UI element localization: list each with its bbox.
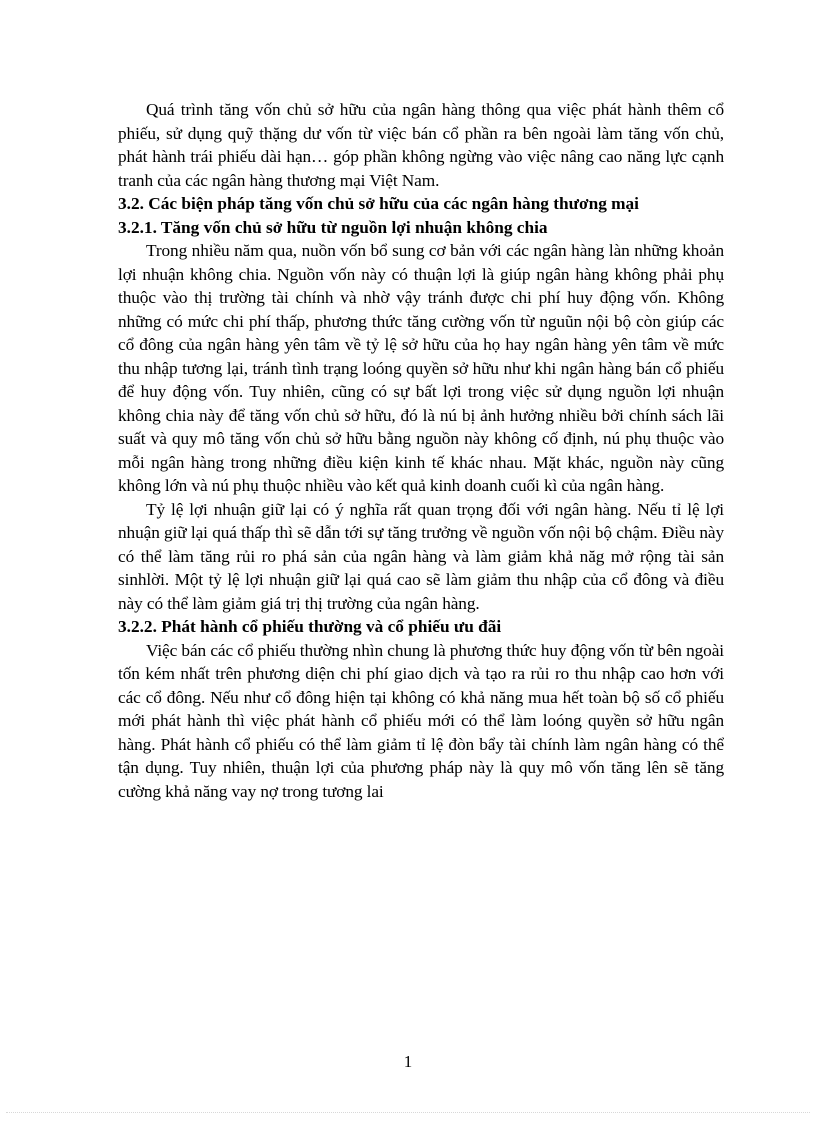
paragraph-retained-earnings-1: Trong nhiều năm qua, nuồn vốn bổ sung cơ bản với các ngân hàng làn những khoản lợi nhuận không chia. Nguồn vốn này có thuận lợi là giúp ngân hàng không phải phụ thuộc vào thị trường tài chính và nhờ vậy tránh được chi phí huy động vốn. Không những có mức chi phí thấp, phương thức tăng cường vốn từ nguũn nội bộ còn giúp các cổ đông của ngân hàng yên tâm về tỷ lệ sở hữu của họ hay ngân hàng yên tâm về mức thu nhập tương lại, tránh tình trạng loóng quyền sở hữu như khi ngân hàng bán cổ phiếu để huy động vốn. Tuy nhiên, cũng có sự bất lợi trong việc sử dụng nguồn lợi nhuận không chia này để tăng vốn chủ sở hữu, đó là nú bị ảnh hưởng nhiều bởi chính sách lãi suất và quy mô tăng vốn chủ sở hữu bằng nguồn này không cố định, nú phụ thuộc vào mỗi ngân hàng trong những điều kiện kinh tế khác nhau. Mặt khác, nguồn này cũng không lớn và nú phụ thuộc nhiều vào kết quả kinh doanh cuối kì của ngân hàng.: [118, 241, 724, 495]
page-number: 1: [403, 1052, 413, 1071]
heading-section-3-2-2: 3.2.2. Phát hành cổ phiếu thường và cổ phiếu ưu đãi: [118, 617, 502, 636]
paragraph-common-shares: Việc bán các cổ phiếu thường nhìn chung là phương thức huy động vốn từ bên ngoài tốn kém nhất trên phương diện chi phí giao dịch và tạo ra rủi ro thu nhập cao hơn với các cổ đông. Nếu như cổ đông hiện tại không có khả năng mua hết toàn bộ số cổ phiếu mới phát hành thì việc phát hành cổ phiếu mới có thể làm loóng quyền sở hữu ngân hàng. Phát hành cổ phiếu có thể làm giảm tỉ lệ đòn bẩy tài chính làm ngân hàng có thể tận dụng. Tuy nhiên, thuận lợi của phương pháp này là quy mô vốn tăng lên sẽ tăng cường khả năng vay nợ trong tương lai: [118, 640, 724, 801]
paragraph-intro: Quá trình tăng vốn chủ sở hữu của ngân hàng thông qua việc phát hành thêm cổ phiếu, sử dụng quỹ thặng dư vốn từ việc bán cổ phần ra bên ngoài làm tăng vốn chủ, phát hành trái phiếu dài hạn… góp phần không ngừng vào việc nâng cao năng lực cạnh tranh của các ngân hàng thương mại Việt Nam.: [118, 100, 724, 190]
heading-section-3-2-1: 3.2.1. Tăng vốn chủ sở hữu từ nguồn lợi nhuận không chia: [118, 217, 548, 237]
paragraph-retained-earnings-2: Tỷ lệ lợi nhuận giữ lại có ý nghĩa rất quan trọng đối với ngân hàng. Nếu tỉ lệ lợi nhuận giữ lại quá thấp thì sẽ dẫn tới sự tăng trưởng về nguồn vốn nội bộ chậm. Điều này có thể làm tăng rủi ro phá sản của ngân hàng và làm giảm khả năg mở rộng tài sản sinhlời. Một tỷ lệ lợi nhuận giữ lại quá cao sẽ làm giảm thu nhập của cổ đông và điều này có thể làm giảm giá trị thị trường của ngân hàng.: [118, 499, 724, 613]
heading-section-3-2: 3.2. Các biện pháp tăng vốn chủ sở hữu của các ngân hàng thương mại: [118, 194, 639, 213]
page-bottom-divider: [6, 1112, 810, 1113]
